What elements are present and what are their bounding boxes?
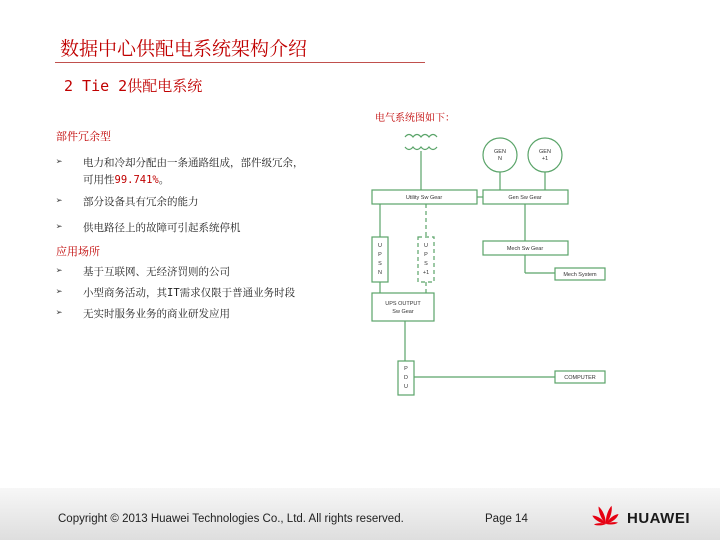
gen-plus1-label: GEN +1 <box>539 149 551 162</box>
bullet-text: 小型商务活动，其IT需求仅限于普通业务时段 <box>83 287 296 299</box>
ups-n-label: U P S N <box>378 243 382 276</box>
slide-title: 数据中心供配电系统架构介绍 <box>60 38 308 60</box>
bullet-text: 电力和冷却分配由一条通路组成，部件级冗余， <box>83 157 304 169</box>
slide-subtitle: 2 Tie 2供配电系统 <box>64 77 203 95</box>
gen-sw-gear-label: Gen Sw Gear <box>508 195 542 201</box>
bullet-text-cont: 可用性 <box>83 174 115 186</box>
ups-output-label-2: Sw Gear <box>392 309 414 315</box>
utility-sw-gear-label: Utility Sw Gear <box>405 195 443 201</box>
transformer-primary-coil <box>405 135 437 138</box>
generator-n <box>483 138 517 172</box>
bullet-text-end: 。 <box>158 174 170 186</box>
bullet-text: 供电路径上的故障可引起系统停机 <box>83 222 241 234</box>
brand-name: HUAWEI <box>627 510 690 527</box>
generator-plus1 <box>528 138 562 172</box>
computer-label: COMPUTER <box>564 375 596 381</box>
mech-sw-gear-label: Mech Sw Gear <box>506 246 544 252</box>
availability-value: 99.741% <box>114 174 159 186</box>
bullet-text: 无实时服务业务的商业研发应用 <box>83 308 230 320</box>
ups-output-label: UPS OUTPUT <box>385 301 421 307</box>
arrow-bullet-icon: ➢ <box>56 155 63 168</box>
title-divider <box>55 62 425 63</box>
ups-output-sw-gear-box <box>372 293 434 321</box>
page-number: Page 14 <box>485 513 528 525</box>
gen-n-label: GEN N <box>494 149 506 162</box>
arrow-bullet-icon: ➢ <box>56 285 63 298</box>
electrical-system-diagram <box>360 125 610 415</box>
section-heading-redundancy: 部件冗余型 <box>56 130 111 143</box>
transformer-secondary-coil <box>405 147 437 150</box>
bullet-text: 基于互联网、无经济罚则的公司 <box>83 266 230 278</box>
arrow-bullet-icon: ➢ <box>56 306 63 319</box>
arrow-bullet-icon: ➢ <box>56 264 63 277</box>
section-heading-applications: 应用场所 <box>56 245 100 258</box>
mech-system-label: Mech System <box>563 272 597 278</box>
arrow-bullet-icon: ➢ <box>56 220 63 233</box>
arrow-bullet-icon: ➢ <box>56 194 63 207</box>
diagram-caption: 电气系统图如下： <box>375 113 455 124</box>
pdu-label: P D U <box>404 366 408 390</box>
copyright-text: Copyright © 2013 Huawei Technologies Co., Ltd. All rights reserved. <box>58 513 404 525</box>
bullet-text: 部分设备具有冗余的能力 <box>83 196 199 208</box>
ups-plus1-label: U P S +1 <box>422 243 430 276</box>
